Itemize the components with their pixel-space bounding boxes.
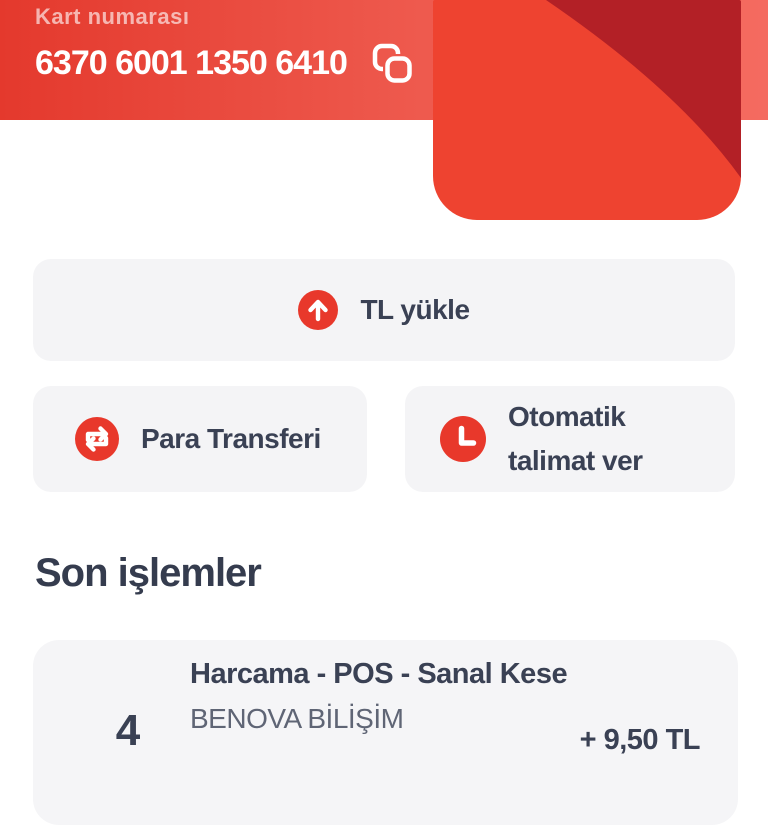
card-number-label: Kart numarası [35,4,190,29]
card-art-dark-swoosh [433,0,741,220]
copy-icon [371,42,413,84]
transaction-amount: + 9,50 TL [579,724,700,756]
para-transferi-button[interactable] [33,386,367,492]
transaction-row[interactable] [33,640,738,825]
otomatik-talimat-button[interactable] [405,386,735,492]
swap-arrows-icon [75,417,119,461]
recent-transactions-heading: Son işlemler [35,551,261,595]
transaction-merchant: BENOVA BİLİŞİM [190,703,404,734]
transaction-day: 4 [115,706,141,755]
prepaid-card-preview[interactable] [433,0,741,220]
otomatik-talimat-label: Otomatik talimat ver [508,401,643,476]
card-number-value: 6370 6001 1350 6410 [35,43,347,82]
para-transferi-label: Para Transferi [141,423,321,454]
tl-yukle-button[interactable] [33,259,735,361]
transaction-title: Harcama - POS - Sanal Kese [190,658,568,690]
arrow-up-icon [298,290,338,330]
copy-card-number-button[interactable] [371,42,413,84]
tl-yukle-label: TL yükle [360,294,470,325]
clock-icon [440,416,486,462]
